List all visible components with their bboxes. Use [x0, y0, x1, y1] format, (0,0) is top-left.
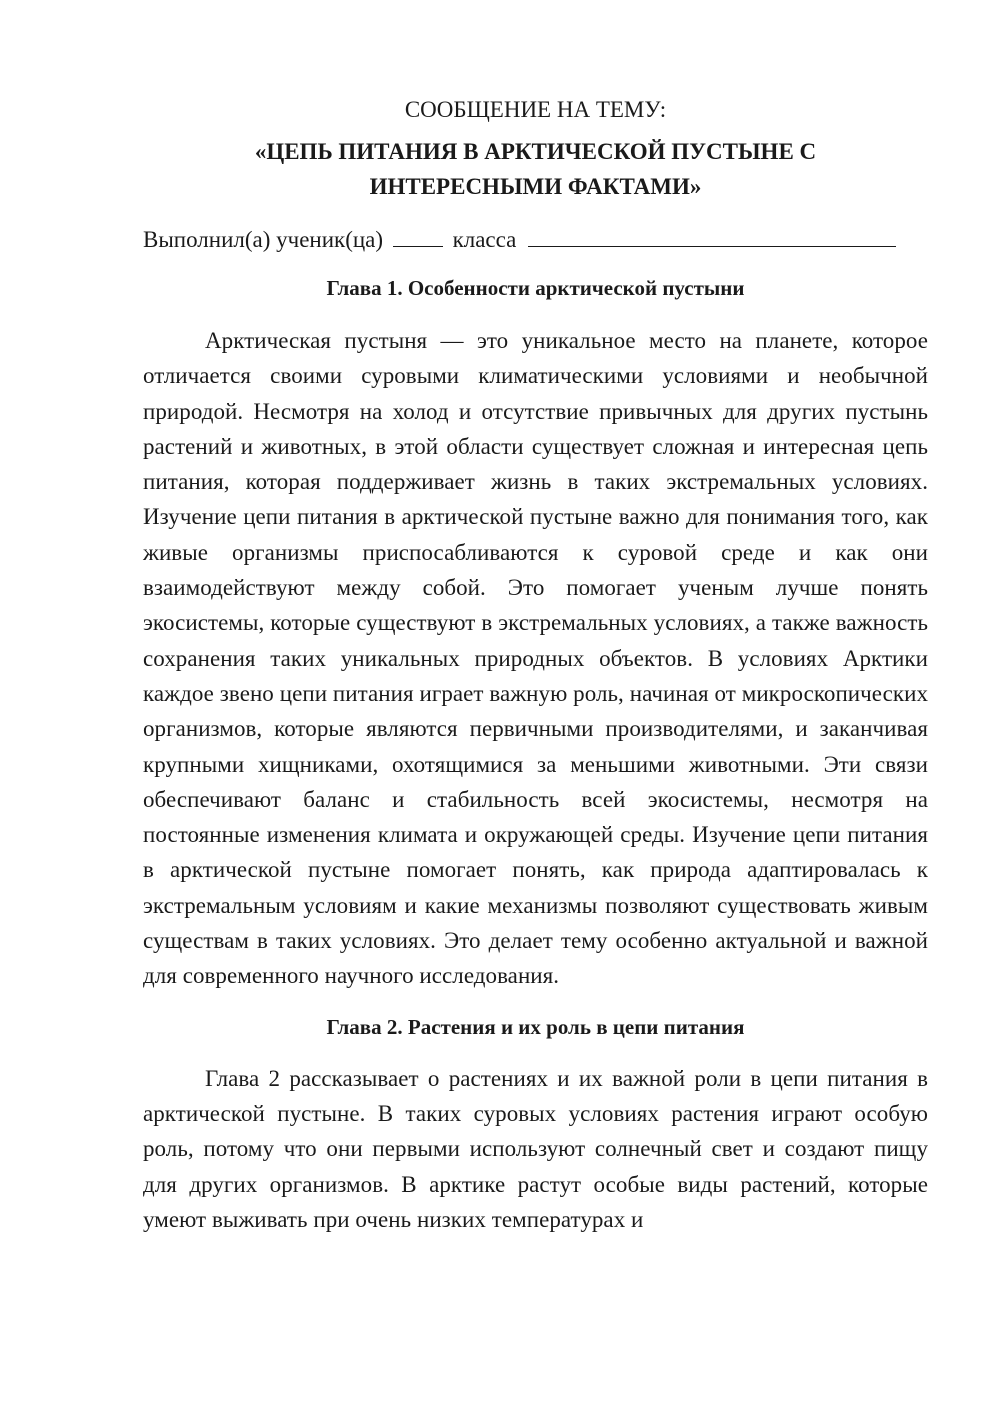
class-label: класса [452, 227, 517, 252]
chapter-1-text: Арктическая пустыня — это уникальное место на планете, которое отличается своими суровыми климатическими условиями и необычной природой. Несмотря на холод и отсутствие привычных для других пустынь растений и животных, в этой области существует сложная и интересная цепь питания, которая поддерживает жизнь в таких экстремальных условиях. Изучение цепи питания в арктической пустыне важно для понимания того, как живые организмы приспосабливаются к суровой среде и как они взаимодействуют между собой. Это помогает ученым лучше понять экосистемы, которые существуют в экстремальных условиях, а также важность сохранения таких уникальных природных объектов. В условиях Арктики каждое звено цепи питания играет важную роль, начиная от микроскопических организмов, которые являются первичными производителями, и заканчивая крупными хищниками, охотящимися за меньшими животными. Эти связи обеспечивают баланс и стабильность всей экосистемы, несмотря на постоянные изменения климата и окружающей среды. Изучение цепи питания в арктической пустыне помогает понять, как природа адаптировалась к экстремальным условиям и какие механизмы позволяют существовать живым существам в таких условиях. Это делает тему особенно актуальной и важной для современного научного исследования. [143, 328, 928, 989]
student-label: Выполнил(а) ученик(ца) [143, 227, 384, 252]
document-title [143, 134, 928, 204]
chapter-2-text: Глава 2 рассказывает о растениях и их важной роли в цепи питания в арктической пустыне. В таких суровых условиях растения играют особую роль, потому что они первыми используют солнечный свет и создают пищу для других организмов. В арктике растут особые виды растений, которые умеют выживать при очень низких температурах и [143, 1065, 928, 1232]
chapter-2-title: Глава 2. Растения и их роль в цепи питания [326, 1014, 745, 1039]
student-line [143, 222, 928, 258]
document-heading: СООБЩЕНИЕ НА ТЕМУ: [404, 97, 667, 122]
document-page [143, 92, 928, 1237]
title-line-1: «ЦЕПЬ ПИТАНИЯ В АРКТИЧЕСКОЙ ПУСТЫНЕ С [254, 139, 817, 164]
student-name-blank [528, 226, 896, 247]
chapter-1-title: Глава 1. Особенности арктической пустыни [326, 276, 745, 300]
title-line-2: ИНТЕРЕСНЫМИ ФАКТАМИ» [369, 174, 702, 199]
class-number-blank [393, 226, 443, 247]
